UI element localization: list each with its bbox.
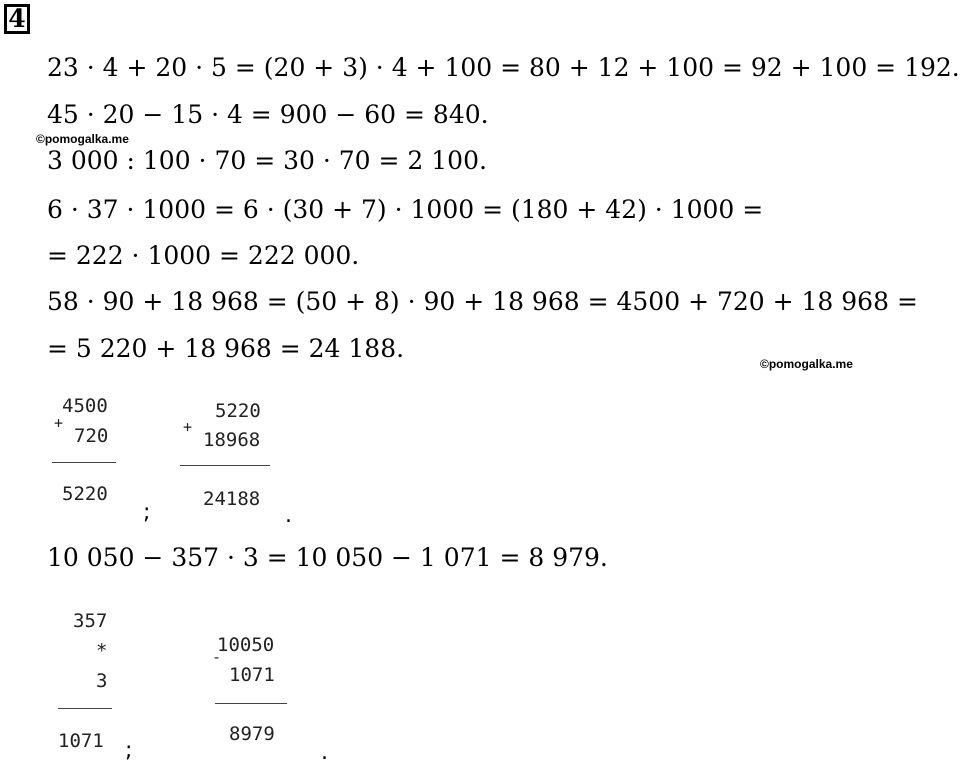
semicolon-2: ; bbox=[125, 738, 133, 763]
equation-line-2: 45 · 20 − 15 · 4 = 900 − 60 = 840. bbox=[47, 100, 489, 129]
minus-sign: - bbox=[212, 648, 222, 666]
result-line bbox=[52, 462, 116, 463]
minuend: 10050 bbox=[217, 634, 275, 656]
sum-result: 24188 bbox=[203, 488, 261, 510]
plus-sign: + bbox=[183, 418, 193, 436]
equation-line-8: 10 050 − 357 · 3 = 10 050 − 1 071 = 8 979. bbox=[47, 543, 608, 572]
result-line bbox=[58, 708, 112, 709]
equation-line-1: 23 · 4 + 20 · 5 = (20 + 3) · 4 + 100 = 80 + 12 + 100 = 92 + 100 = 192. bbox=[47, 53, 960, 82]
semicolon-1: ; bbox=[143, 500, 151, 525]
sum-result: 5220 bbox=[62, 483, 108, 505]
period-2: . bbox=[321, 740, 328, 765]
addend-top: 5220 bbox=[215, 400, 261, 422]
result-line bbox=[180, 465, 270, 466]
subtrahend: 1071 bbox=[229, 664, 275, 686]
factor-top: 357 bbox=[73, 610, 108, 632]
equation-line-5: = 222 · 1000 = 222 000. bbox=[47, 241, 360, 270]
addend-bottom: 18968 bbox=[203, 429, 261, 451]
equation-line-7: = 5 220 + 18 968 = 24 188. bbox=[47, 334, 405, 363]
task-number: 4 bbox=[4, 4, 30, 34]
equation-line-6: 58 · 90 + 18 968 = (50 + 8) · 90 + 18 968 = 4500 + 720 + 18 968 = bbox=[47, 287, 918, 316]
plus-sign: + bbox=[54, 414, 64, 432]
multiply-sign: * bbox=[96, 640, 108, 662]
addend-bottom: 720 bbox=[74, 425, 109, 447]
watermark-top: ©pomogalka.me bbox=[36, 132, 129, 146]
equation-line-3: 3 000 : 100 · 70 = 30 · 70 = 2 100. bbox=[47, 146, 487, 175]
factor-bottom: 3 bbox=[96, 670, 108, 692]
equation-line-4: 6 · 37 · 1000 = 6 · (30 + 7) · 1000 = (180 + 42) · 1000 = bbox=[47, 195, 764, 224]
period-1: . bbox=[285, 503, 292, 528]
difference-result: 8979 bbox=[229, 723, 275, 745]
result-line bbox=[215, 703, 287, 704]
watermark-right: ©pomogalka.me bbox=[760, 357, 853, 371]
addend-top: 4500 bbox=[62, 395, 108, 417]
product-result: 1071 bbox=[58, 730, 104, 752]
